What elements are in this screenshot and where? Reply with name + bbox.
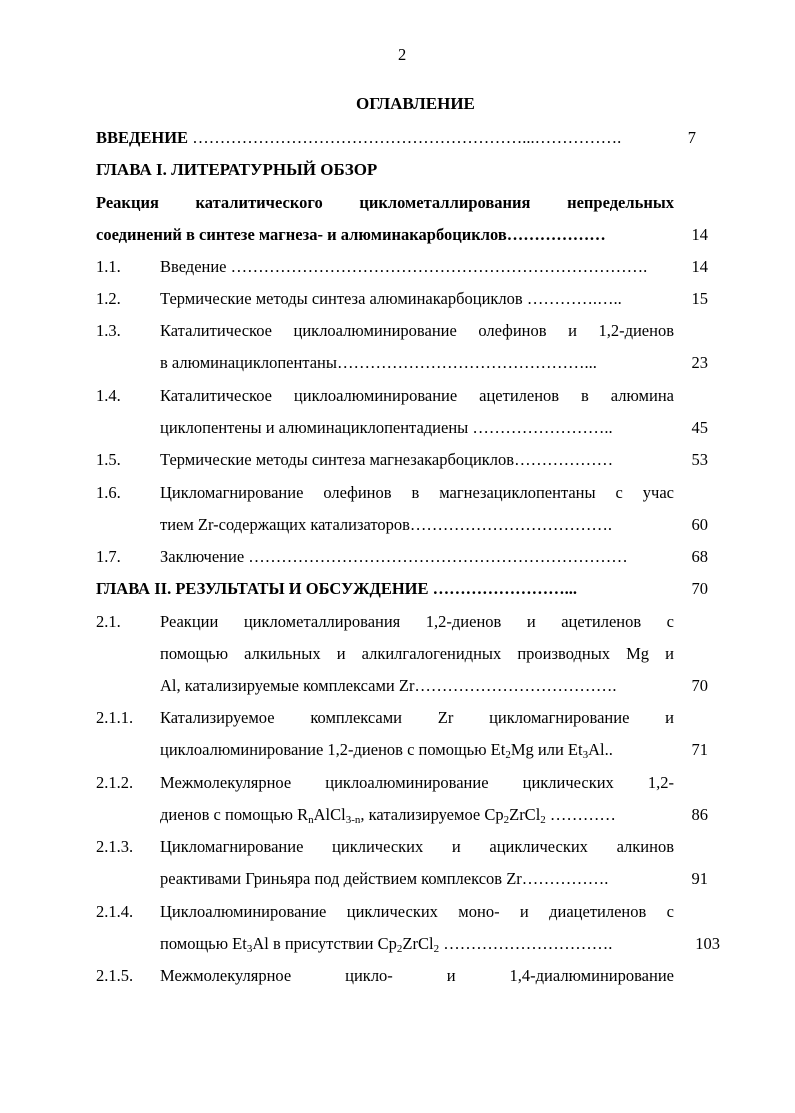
toc-item-page: 14 [691, 257, 708, 276]
toc-item-page: 45 [691, 418, 708, 437]
toc-item-text: Межмолекулярное циклоалюминирование циклических 1,2- [160, 773, 674, 792]
toc-chapter2: ГЛАВА II. РЕЗУЛЬТАТЫ И ОБСУЖДЕНИЕ ……………………... [96, 579, 578, 598]
toc-item-text: помощью алкильных и алкилгалогенидных производных Mg и [160, 644, 674, 663]
toc-item-text: в алюминациклопентаны………………………………………... [160, 353, 597, 372]
toc-item-num: 2.1.5. [96, 966, 134, 985]
toc-item-num: 2.1. [96, 612, 121, 631]
toc-item-page: 23 [691, 353, 708, 372]
toc-item-page: 71 [691, 740, 708, 759]
toc-item-page: 68 [691, 547, 708, 566]
toc-item-text: Цикломагнирование олефинов в магнезациклопентаны с учас [160, 483, 674, 502]
toc-chapter1: ГЛАВА I. ЛИТЕРАТУРНЫЙ ОБЗОР [96, 160, 378, 179]
toc-item-num: 1.1. [96, 257, 121, 276]
toc-item-text: тием Zr-содержащих катализаторов………………………………. [160, 515, 613, 534]
toc-item-page: 53 [691, 450, 708, 469]
toc-item-num: 1.6. [96, 483, 121, 502]
toc-item-page: 70 [691, 676, 708, 695]
toc-title: ОГЛАВЛЕНИЕ [356, 94, 475, 113]
toc-item-num: 1.4. [96, 386, 121, 405]
toc-chapter2-page: 70 [691, 579, 708, 598]
toc-item-text: помощью $Et_3Al$ в присутствии $Cp_2ZrCl_2$ …………………………. [160, 934, 613, 955]
toc-item-text: Катализируемое комплексами Zr цикломагнирование и [160, 708, 674, 727]
toc-item-text: Межмолекулярное цикло- и 1,4-диалюминирование [160, 966, 674, 985]
toc-intro-page: 7 [687, 128, 696, 147]
toc-section1-page: 14 [691, 225, 708, 244]
toc-item-text: Заключение …………………………………………………………… [160, 547, 628, 566]
toc-item-num: 1.7. [96, 547, 121, 566]
toc-item-page: 91 [691, 869, 708, 888]
toc-item-page: 86 [691, 805, 708, 824]
toc-item-text: Реакции циклометаллирования 1,2-диенов и ацетиленов с [160, 612, 674, 631]
toc-intro [96, 128, 621, 148]
toc-intro-label: ВВЕДЕНИЕ [96, 128, 189, 147]
page-number: 2 [398, 45, 407, 64]
toc-item-page: 15 [691, 289, 708, 308]
toc-section1-line1: Реакция каталитического циклометаллирования непредельных [96, 193, 674, 212]
toc-item-text: Цикломагнирование циклических и ациклических алкинов [160, 837, 674, 856]
toc-item-num: 1.3. [96, 321, 121, 340]
toc-item-num: 1.2. [96, 289, 121, 308]
toc-item-num: 1.5. [96, 450, 121, 469]
toc-item-text: циклоалюминирование 1,2-диенов с помощью $Et_2Mg$ или $Et_3Al$.. [160, 740, 613, 761]
toc-item-page: 103 [695, 934, 720, 953]
toc-item-text: диенов с помощью $R_nAlCl_{3-n}$, катализируемое $Cp_2ZrCl_2$ ………… [160, 805, 616, 826]
toc-item-text: Введение …………………………………………………………………. [160, 257, 648, 276]
toc-item-num: 2.1.1. [96, 708, 134, 727]
toc-item-text: Каталитическое циклоалюминирование олефинов и 1,2-диенов [160, 321, 674, 340]
toc-intro-dots: ……………………………………………………...……………. [192, 128, 622, 147]
toc-section1-line2: соединений в синтезе магнеза- и алюминакарбоциклов……………… [96, 225, 606, 244]
toc-item-num: 2.1.3. [96, 837, 134, 856]
toc-item-text: Al, катализируемые комплексами Zr………………………………. [160, 676, 617, 695]
toc-item-num: 2.1.2. [96, 773, 134, 792]
toc-item-num: 2.1.4. [96, 902, 134, 921]
toc-item-text: циклопентены и алюминациклопентадиены …………………….. [160, 418, 613, 437]
toc-item-text: Каталитическое циклоалюминирование ацетиленов в алюмина [160, 386, 674, 405]
toc-item-text: Термические методы синтеза алюминакарбоциклов ………….….. [160, 289, 622, 308]
toc-item-text: Термические методы синтеза магнезакарбоциклов……………… [160, 450, 614, 469]
toc-item-text: реактивами Гриньяра под действием комплексов Zr……………. [160, 869, 609, 888]
toc-item-text: Циклоалюминирование циклических моно- и диацетиленов с [160, 902, 674, 921]
toc-item-page: 60 [691, 515, 708, 534]
